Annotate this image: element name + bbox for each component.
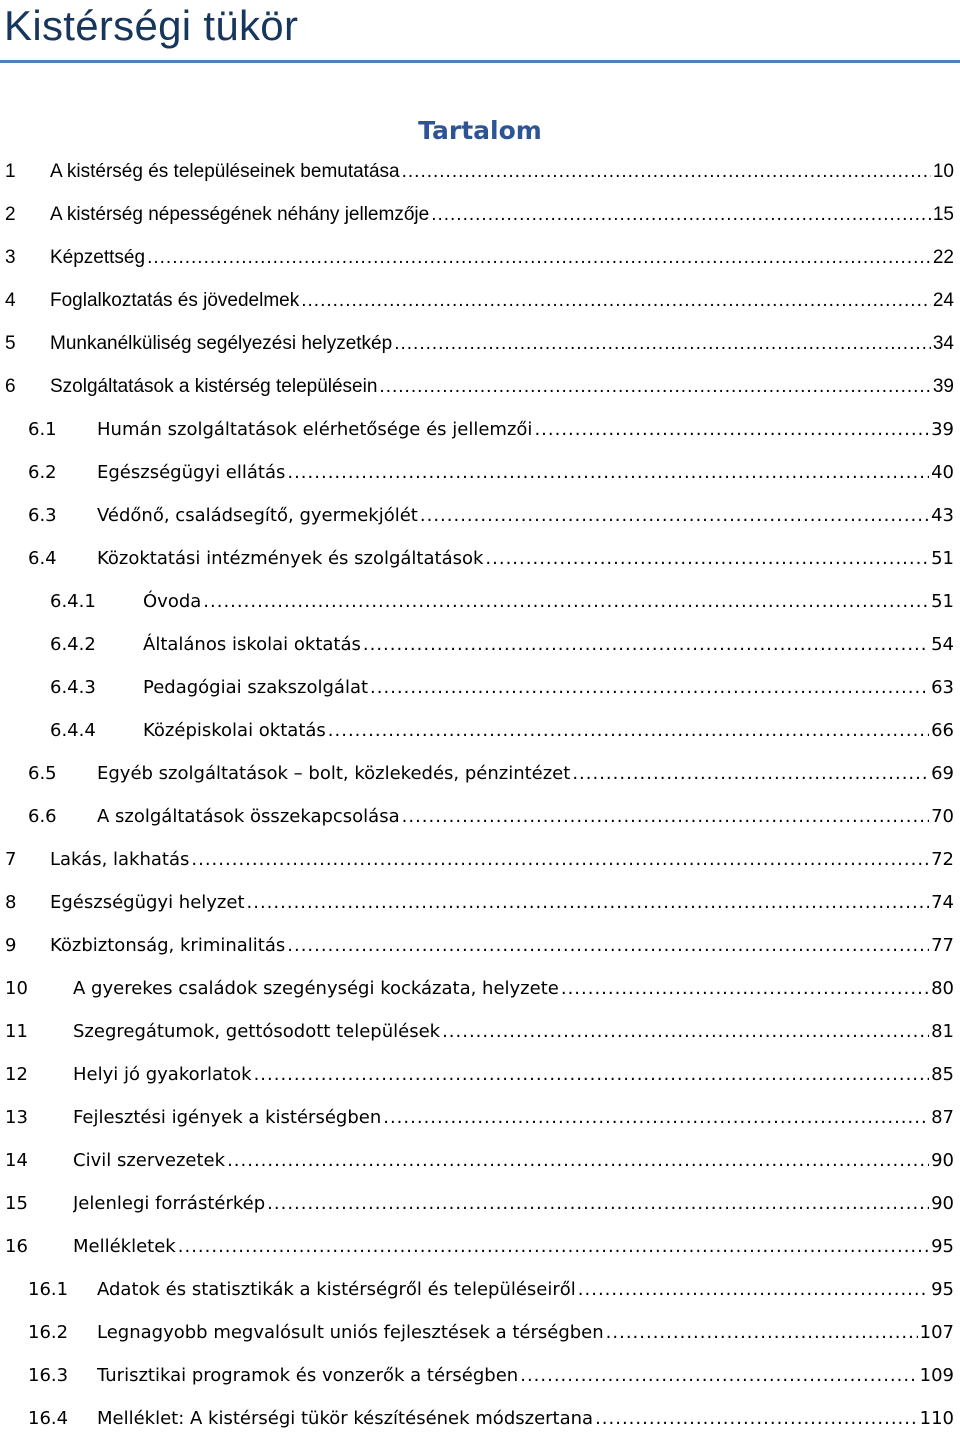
toc-entry-label: Lakás, lakhatás (50, 849, 190, 870)
toc-entry-label: Pedagógiai szakszolgálat (143, 677, 369, 698)
toc-entry[interactable] (0, 322, 960, 365)
toc-entry[interactable] (0, 193, 960, 236)
toc-entry-number: 14 (5, 1150, 28, 1171)
toc-entry-page-number: 85 (931, 1064, 954, 1085)
document-title: Kistérségi tükör (4, 2, 299, 49)
toc-entry-number: 6.6 (28, 806, 57, 827)
toc-entry[interactable] (0, 365, 960, 408)
toc-entry-label: Helyi jó gyakorlatok (73, 1064, 252, 1085)
toc-entry-page-number: 90 (931, 1150, 954, 1171)
toc-entry-number: 5 (5, 333, 16, 354)
toc-entry-number: 6.4.3 (50, 677, 96, 698)
toc-entry-page-number: 72 (931, 849, 954, 870)
toc-entry-number: 1 (5, 161, 16, 182)
toc-entry-page-number: 51 (931, 591, 954, 612)
dot-leader (402, 795, 929, 838)
toc-entry[interactable] (0, 1010, 960, 1053)
toc-entry-label: Egyéb szolgáltatások – bolt, közlekedés, pénzintézet (97, 763, 571, 784)
toc-entry-page-number: 110 (919, 1408, 954, 1429)
dot-leader (328, 709, 929, 752)
toc-entry-number: 16.1 (28, 1279, 69, 1300)
dot-leader (534, 408, 929, 451)
dot-leader (287, 451, 929, 494)
toc-entry[interactable] (0, 150, 960, 193)
toc-entry-page-number: 40 (931, 462, 954, 483)
toc-entry-label: A kistérség népességének néhány jellemzője (50, 204, 430, 225)
toc-entry-page-number: 24 (932, 290, 954, 311)
dot-leader (203, 580, 929, 623)
toc-entry-number: 10 (5, 978, 28, 999)
toc-entry[interactable] (0, 279, 960, 322)
toc-entry[interactable] (0, 881, 960, 924)
toc-entry-label: Fejlesztési igények a kistérségben (73, 1107, 382, 1128)
toc-entry[interactable] (0, 580, 960, 623)
toc-entry-label: A szolgáltatások összekapcsolása (97, 806, 400, 827)
toc-entry-number: 6.4 (28, 548, 57, 569)
toc-entry-number: 7 (5, 849, 17, 870)
toc-entry[interactable] (0, 537, 960, 580)
dot-leader (178, 1225, 929, 1268)
toc-entry-page-number: 54 (931, 634, 954, 655)
toc-entry-number: 16.2 (28, 1322, 69, 1343)
toc-entry-label: Egészségügyi helyzet (50, 892, 245, 913)
toc-entry-label: Civil szervezetek (73, 1150, 226, 1171)
toc-entry[interactable] (0, 666, 960, 709)
toc-entry-label: Munkanélküliség segélyezési helyzetkép (50, 333, 393, 354)
toc-entry-label: Melléklet: A kistérségi tükör készítésének módszertana (97, 1408, 594, 1429)
dot-leader (147, 236, 931, 279)
toc-entry[interactable] (0, 838, 960, 881)
toc-entry[interactable] (0, 236, 960, 279)
toc-entry-page-number: 43 (931, 505, 954, 526)
dot-leader (578, 1268, 929, 1311)
toc-entry-number: 3 (5, 247, 16, 268)
toc-entry-page-number: 39 (932, 376, 954, 397)
toc-entry-number: 16 (5, 1236, 28, 1257)
toc-entry-label: Turisztikai programok és vonzerők a térségben (97, 1365, 519, 1386)
toc-entry-number: 15 (5, 1193, 28, 1214)
toc-entry[interactable] (0, 967, 960, 1010)
dot-leader (227, 1139, 929, 1182)
toc-entry-label: Adatok és statisztikák a kistérségről és településeiről (97, 1279, 576, 1300)
toc-entry[interactable] (0, 709, 960, 752)
toc-entry-page-number: 77 (931, 935, 954, 956)
dot-leader (383, 1096, 929, 1139)
toc-entry-label: A gyerekes családok szegénységi kockázata, helyzete (73, 978, 559, 999)
toc-entry-page-number: 87 (931, 1107, 954, 1128)
dot-leader (442, 1010, 929, 1053)
toc-entry[interactable] (0, 1311, 960, 1354)
toc-entry[interactable] (0, 1225, 960, 1268)
toc-entry-page-number: 95 (931, 1236, 954, 1257)
toc-entry[interactable] (0, 924, 960, 967)
toc-entry-number: 6.4.1 (50, 591, 96, 612)
toc-entry-label: Középiskolai oktatás (143, 720, 326, 741)
dot-leader (267, 1182, 929, 1225)
toc-entry-page-number: 95 (931, 1279, 954, 1300)
dot-leader (301, 279, 931, 322)
toc-entry[interactable] (0, 1139, 960, 1182)
toc-entry-number: 16.3 (28, 1365, 69, 1386)
toc-entry-number: 9 (5, 935, 17, 956)
dot-leader (420, 494, 929, 537)
toc-entry-label: Szegregátumok, gettósodott települések (73, 1021, 441, 1042)
dot-leader (370, 666, 929, 709)
toc-entry-number: 8 (5, 892, 17, 913)
toc-entry-label: Képzettség (50, 247, 146, 268)
dot-leader (191, 838, 929, 881)
toc-entry-label: Közoktatási intézmények és szolgáltatások (97, 548, 484, 569)
toc-entry-page-number: 69 (931, 763, 954, 784)
toc-entry[interactable] (0, 451, 960, 494)
toc-entry-label: Egészségügyi ellátás (97, 462, 286, 483)
toc-entry-page-number: 66 (931, 720, 954, 741)
title-underline (0, 60, 960, 63)
toc-entry[interactable] (0, 1053, 960, 1096)
toc-entry-page-number: 34 (932, 333, 954, 354)
toc-entry-number: 6.4.4 (50, 720, 96, 741)
toc-entry-number: 12 (5, 1064, 28, 1085)
toc-entry[interactable] (0, 623, 960, 666)
dot-leader (595, 1397, 918, 1440)
toc-entry-label: Foglalkoztatás és jövedelmek (50, 290, 300, 311)
toc-entry-page-number: 70 (931, 806, 954, 827)
toc-entry-label: Általános iskolai oktatás (143, 634, 361, 655)
toc-entry[interactable] (0, 795, 960, 838)
toc-entry-number: 6 (5, 376, 16, 397)
dot-leader (379, 365, 930, 408)
dot-leader (520, 1354, 917, 1397)
toc-entry-label: Szolgáltatások a kistérség településein (50, 376, 378, 397)
dot-leader (402, 150, 931, 193)
toc-entry-number: 11 (5, 1021, 28, 1042)
toc-entry-number: 6.2 (28, 462, 57, 483)
toc-entry-label: Jelenlegi forrástérkép (73, 1193, 266, 1214)
dot-leader (394, 322, 931, 365)
toc-entry-page-number: 15 (932, 204, 954, 225)
toc-entry[interactable] (0, 1096, 960, 1139)
toc-entry-page-number: 90 (931, 1193, 954, 1214)
toc-entry-page-number: 22 (932, 247, 954, 268)
dot-leader (485, 537, 929, 580)
dot-leader (247, 881, 930, 924)
toc-entry-label: Mellékletek (73, 1236, 176, 1257)
toc-entry-label: Közbiztonság, kriminalitás (50, 935, 286, 956)
dot-leader (606, 1311, 918, 1354)
toc-entry-label: Védőnő, családsegítő, gyermekjólét (97, 505, 418, 526)
toc-entry-number: 4 (5, 290, 16, 311)
toc-entry-label: Humán szolgáltatások elérhetősége és jellemzői (97, 419, 533, 440)
toc-entry[interactable] (0, 494, 960, 537)
toc-entry[interactable] (0, 752, 960, 795)
toc-entry-page-number: 109 (919, 1365, 954, 1386)
toc-entry-number: 6.5 (28, 763, 57, 784)
toc-entry-label: Legnagyobb megvalósult uniós fejlesztések a térségben (97, 1322, 604, 1343)
dot-leader (287, 924, 929, 967)
toc-entry[interactable] (0, 408, 960, 451)
toc-entry-page-number: 63 (931, 677, 954, 698)
toc-entry-page-number: 81 (931, 1021, 954, 1042)
toc-entry[interactable] (0, 1268, 960, 1311)
toc-entry-page-number: 107 (919, 1322, 954, 1343)
toc-entry-number: 6.3 (28, 505, 57, 526)
toc-entry-number: 13 (5, 1107, 28, 1128)
toc-heading: Tartalom (418, 116, 542, 145)
toc-entry[interactable] (0, 1182, 960, 1225)
toc-entry[interactable] (0, 1397, 960, 1440)
dot-leader (254, 1053, 930, 1096)
dot-leader (561, 967, 929, 1010)
dot-leader (431, 193, 931, 236)
toc-entry-page-number: 51 (931, 548, 954, 569)
toc-entry-page-number: 10 (932, 161, 954, 182)
dot-leader (363, 623, 929, 666)
toc-entry-number: 6.1 (28, 419, 57, 440)
toc-entry-page-number: 74 (931, 892, 954, 913)
toc-entry-page-number: 80 (931, 978, 954, 999)
toc-entry-label: A kistérség és településeinek bemutatása (50, 161, 400, 182)
toc-entry-label: Óvoda (143, 591, 202, 612)
dot-leader (572, 752, 929, 795)
toc-entry-page-number: 39 (931, 419, 954, 440)
toc-entry-number: 16.4 (28, 1408, 69, 1429)
toc-entry-number: 2 (5, 204, 16, 225)
toc-entry[interactable] (0, 1354, 960, 1397)
toc-entry-number: 6.4.2 (50, 634, 96, 655)
